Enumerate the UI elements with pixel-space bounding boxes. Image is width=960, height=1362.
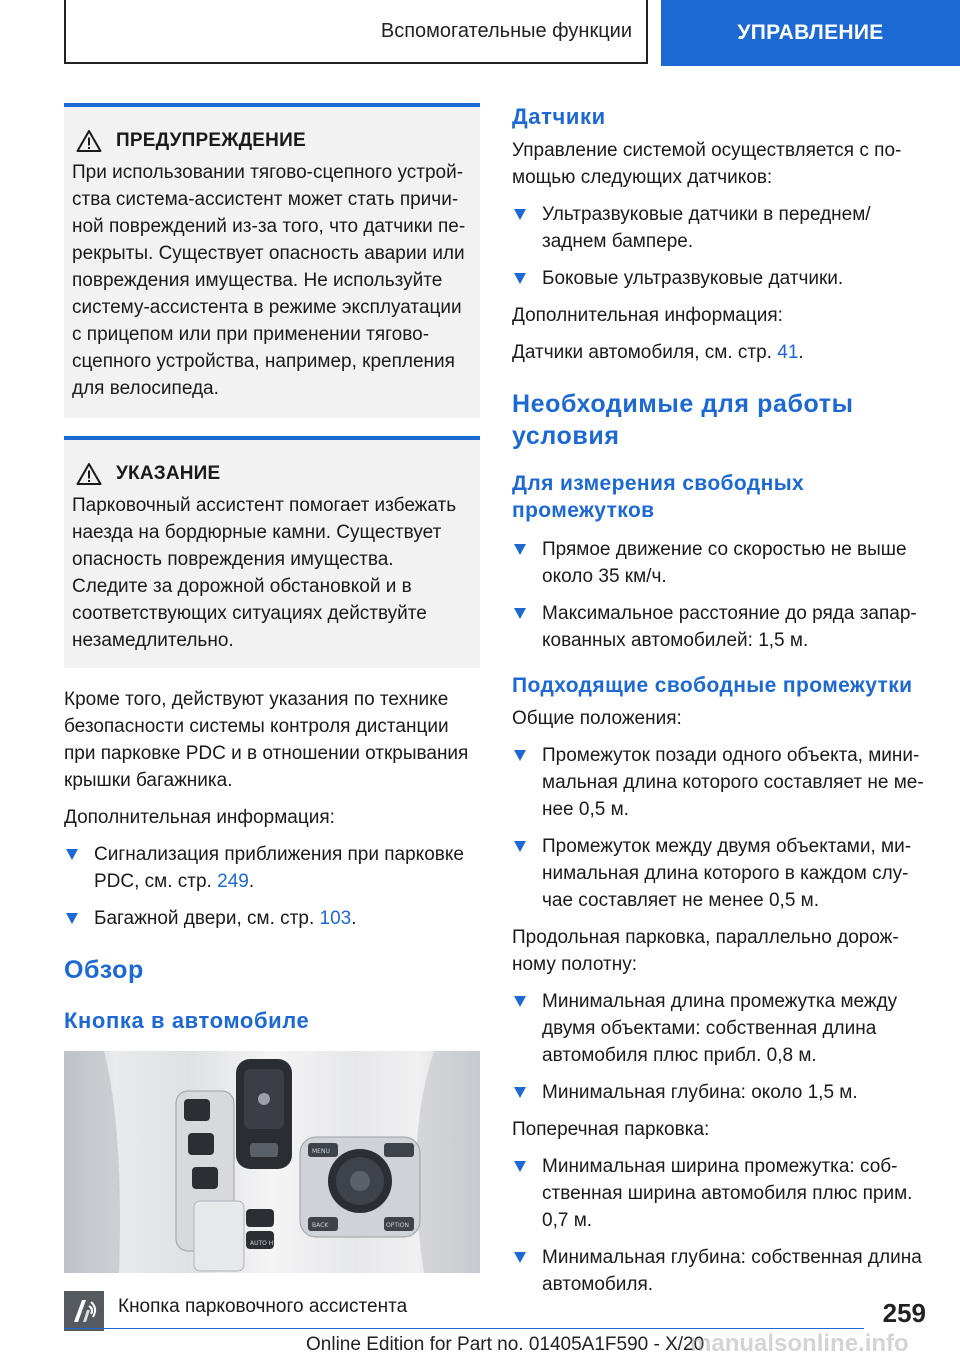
bullet-triangle-icon xyxy=(66,849,78,860)
sensors-heading: Датчики xyxy=(512,104,606,129)
parking-assistant-icon xyxy=(64,1291,104,1331)
list-item: Промежуток позади одного объекта, минимальная длина которого составляет не менее 0,5 м. xyxy=(512,742,926,823)
section-header xyxy=(64,0,648,64)
chapter-tab xyxy=(661,0,960,66)
menu-label: MENU xyxy=(312,1148,330,1155)
warning-text: При использовании тягово-сцепного устройства система-ассистент может стать причиной повреждений из-за того, что датчики перекрыты. Существует опасность аварии или повреждения имущества. Не используйте систему-ассистента в режиме эксплуатации с прицепом или при применении тягово-сцепного устройства, например, крепления для велосипеда. xyxy=(72,162,466,399)
overview-heading: Обзор xyxy=(64,956,144,984)
right-column xyxy=(512,102,926,1308)
more-info-label: Дополнительная информация: xyxy=(512,305,783,326)
general-label: Общие положения: xyxy=(512,708,682,729)
list-item: Прямое движение со скоростью не выше около 35 км/ч. xyxy=(512,536,926,590)
warning-title: ПРЕДУПРЕЖДЕНИЕ xyxy=(116,130,306,151)
bullet-triangle-icon xyxy=(514,1087,526,1098)
more-info-list xyxy=(64,841,480,932)
option-label: OPTION xyxy=(386,1222,409,1229)
caption-text: Кнопка парковочного ассистента xyxy=(118,1296,408,1317)
parallel-label: Продольная парковка, параллельно дорожному полотну: xyxy=(512,927,899,975)
left-column xyxy=(64,103,480,1331)
chapter-title: УПРАВЛЕНИЕ xyxy=(737,21,884,44)
list-item: Багажной двери, см. стр. 103. xyxy=(64,905,480,932)
warning-triangle-icon xyxy=(76,462,102,486)
page-link[interactable]: 41 xyxy=(777,342,799,363)
suitable-heading: Подходящие свободные промежутки xyxy=(512,674,913,697)
measure-heading: Для измерения свободных промежутков xyxy=(512,472,805,522)
bullet-triangle-icon xyxy=(514,1161,526,1172)
sensors-list xyxy=(512,201,926,292)
page-link[interactable]: 249 xyxy=(217,871,249,892)
list-item: Минимальная глубина: около 1,5 м. xyxy=(512,1079,926,1106)
section-title: Вспомогательные функции xyxy=(380,19,632,42)
warning-triangle-icon xyxy=(76,129,102,153)
list-item: Боковые ультразвуковые датчики. xyxy=(512,265,926,292)
console-illustration xyxy=(64,1051,480,1273)
list-item: Ультразвуковые датчики в переднем/ заднем бампере. xyxy=(512,201,926,255)
bullet-triangle-icon xyxy=(514,608,526,619)
center-console-photo xyxy=(64,1051,480,1273)
page-link[interactable]: 103 xyxy=(319,908,352,929)
edition-text: Online Edition for Part no. 01405A1F590 - X/20 xyxy=(306,1334,705,1355)
bullet-triangle-icon xyxy=(514,273,526,284)
list-item: Минимальная ширина промежутка: собственная ширина автомобиля плюс прим. 0,7 м. xyxy=(512,1153,926,1234)
notice-text: Парковочный ассистент помогает избежать наезда на бордюрные камни. Существует опасность повреждения имущества. Следите за дорожной обстановкой и в соответствующих ситуациях действуйте незамедлительно. xyxy=(72,495,457,651)
bullet-triangle-icon xyxy=(514,209,526,220)
notice-title-row xyxy=(72,462,472,486)
sensors-link-line: Датчики автомобиля, см. стр. 41. xyxy=(512,342,804,363)
photo-caption xyxy=(64,1291,480,1331)
bullet-triangle-icon xyxy=(514,750,526,761)
safety-paragraph: Кроме того, действуют указания по технике безопасности системы контроля дистанции при парковке PDC и в отношении открывания крышки багажника. xyxy=(64,689,469,791)
conditions-heading: Необходимые для работы условия xyxy=(512,390,854,450)
general-list xyxy=(512,742,926,914)
bullet-triangle-icon xyxy=(66,913,78,924)
button-heading: Кнопка в автомобиле xyxy=(64,1008,310,1033)
watermark: manualsonline.info xyxy=(690,1330,909,1357)
list-item: Сигнализация приближения при парковке PDC, см. стр. 249. xyxy=(64,841,480,895)
list-item: Минимальная длина промежутка между двумя объектами: собственная длина автомобиля плюс прибл. 0,8 м. xyxy=(512,988,926,1069)
parallel-list xyxy=(512,988,926,1106)
bullet-triangle-icon xyxy=(514,841,526,852)
measure-list xyxy=(512,536,926,654)
auto-h-label: AUTO H xyxy=(250,1240,274,1247)
bullet-triangle-icon xyxy=(514,996,526,1007)
more-info-label: Дополнительная информация: xyxy=(64,807,335,828)
warning-box xyxy=(64,103,480,418)
notice-box xyxy=(64,436,480,668)
notice-title: УКАЗАНИЕ xyxy=(116,463,221,484)
bullet-triangle-icon xyxy=(514,544,526,555)
sensors-intro: Управление системой осуществляется с помощью следующих датчиков: xyxy=(512,140,902,188)
list-item: Минимальная глубина: собственная длина автомобиля. xyxy=(512,1244,926,1298)
list-item: Промежуток между двумя объектами, минимальная длина которого в каждом случае составляет не менее 0,5 м. xyxy=(512,833,926,914)
warning-title-row xyxy=(72,129,472,153)
perpendicular-label: Поперечная парковка: xyxy=(512,1119,710,1140)
footer-divider xyxy=(64,1328,864,1329)
back-label: BACK xyxy=(312,1222,329,1229)
perpendicular-list xyxy=(512,1153,926,1298)
list-item: Максимальное расстояние до ряда запаркованных автомобилей: 1,5 м. xyxy=(512,600,926,654)
page-number: 259 xyxy=(882,1298,926,1328)
bullet-triangle-icon xyxy=(514,1252,526,1263)
